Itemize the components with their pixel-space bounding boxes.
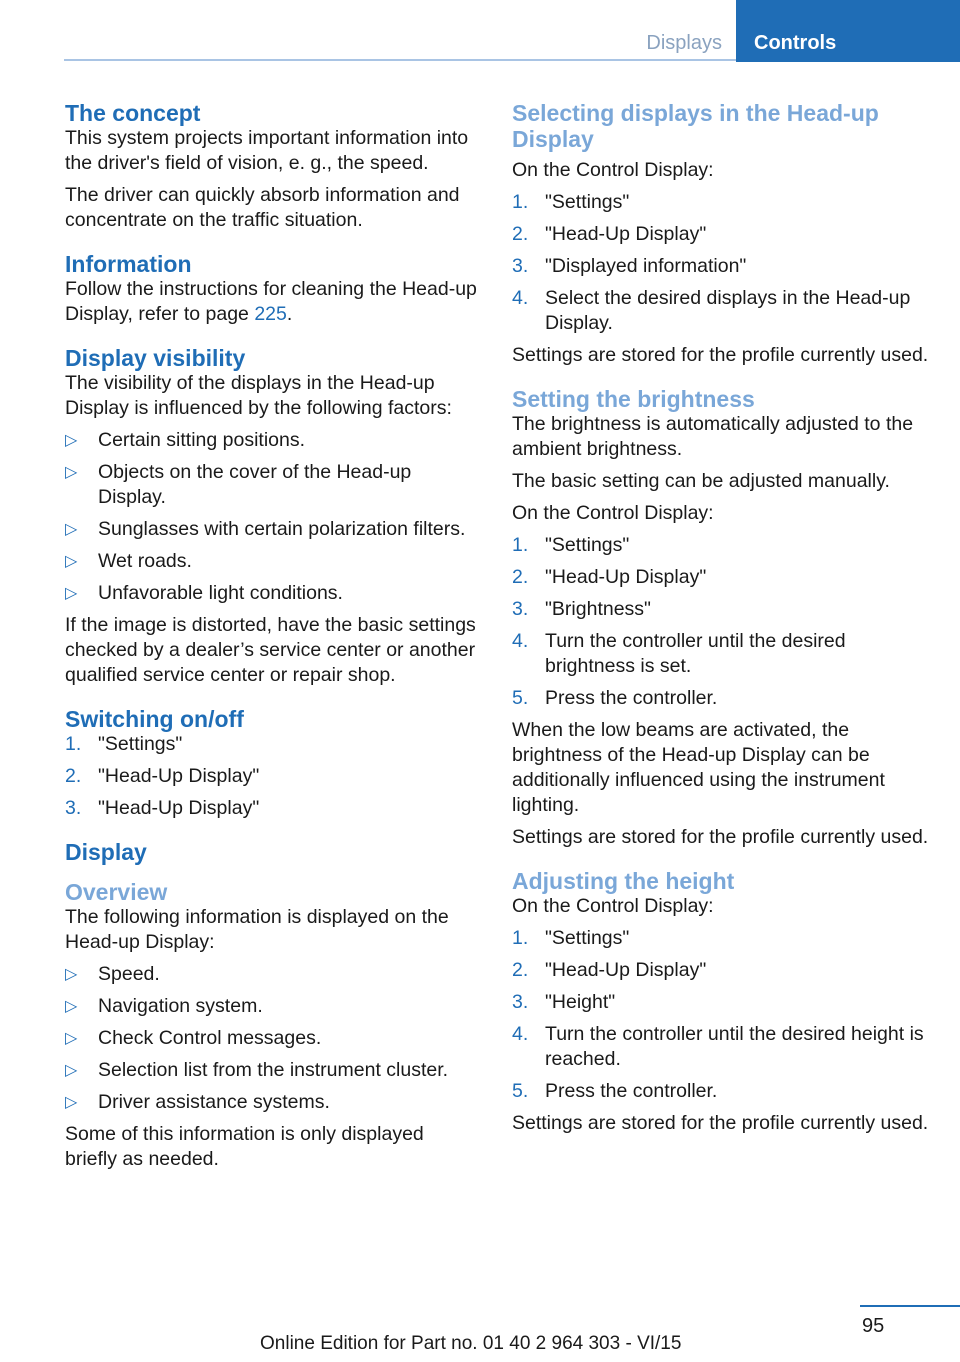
heading-display: Display — [65, 839, 147, 865]
section-overview — [65, 879, 477, 1172]
overview-outro: Some of this information is only displayed briefly as needed. — [65, 1123, 424, 1170]
height-steps — [512, 926, 932, 1104]
list-item: 1. "Settings" — [512, 191, 630, 213]
section-brightness — [512, 386, 932, 850]
list-item: ▷ Driver assistance systems. — [65, 1091, 330, 1113]
list-item: ▷ Certain sitting positions. — [65, 429, 306, 451]
running-header — [0, 0, 960, 62]
concept-paragraph-1: This system projects important information into the driver's field of vision, e. g., the speed. — [65, 127, 469, 174]
brightness-outro: Settings are stored for the profile currently used. — [512, 826, 929, 848]
footer-rule — [860, 1305, 960, 1307]
bullet-triangle-icon: ▷ — [65, 1030, 78, 1047]
heading-overview: Overview — [65, 879, 168, 905]
height-outro: Settings are stored for the profile currently used. — [512, 1112, 929, 1134]
list-item: ▷ Objects on the cover of the Head-up Display. — [65, 461, 412, 508]
list-item: ▷ Navigation system. — [65, 995, 263, 1017]
list-item: 5. Press the controller. — [512, 687, 718, 709]
list-item: 1. "Settings" — [512, 534, 630, 556]
information-text-end: . — [286, 303, 293, 325]
overview-intro: The following information is displayed on the Head-up Display: — [65, 906, 449, 953]
bullet-triangle-icon: ▷ — [65, 585, 78, 602]
header-section-label: Displays — [646, 32, 722, 54]
overview-list — [65, 962, 477, 1115]
selecting-intro: On the Control Display: — [512, 159, 714, 181]
heading-information: Information — [65, 251, 192, 277]
information-paragraph — [65, 277, 477, 327]
list-item: 4. Turn the controller until the desired brightness is set. — [512, 630, 846, 677]
brightness-intro: On the Control Display: — [512, 502, 714, 524]
bullet-triangle-icon: ▷ — [65, 1094, 78, 1111]
heading-brightness: Setting the brightness — [512, 386, 755, 412]
list-item: ▷ Wet roads. — [65, 550, 192, 572]
list-item: 5. Press the controller. — [512, 1080, 718, 1102]
bullet-triangle-icon: ▷ — [65, 521, 78, 538]
list-item: ▷ Unfavorable light conditions. — [65, 582, 343, 604]
list-item: 2. "Head-Up Display" — [512, 566, 707, 588]
list-item: ▷ Sunglasses with certain polarization filters. — [65, 518, 466, 540]
page-number: 95 — [862, 1315, 885, 1337]
brightness-steps — [512, 533, 932, 711]
list-item: 2. "Head-Up Display" — [512, 223, 707, 245]
heading-height: Adjusting the height — [512, 868, 735, 894]
right-column — [512, 100, 932, 1143]
bullet-triangle-icon: ▷ — [65, 998, 78, 1015]
brightness-paragraph-2: The basic setting can be adjusted manually. — [512, 470, 890, 492]
section-selecting — [512, 100, 932, 368]
list-item: ▷ Check Control messages. — [65, 1027, 322, 1049]
list-item: 2. "Head-Up Display" — [512, 959, 707, 981]
list-item: 3. "Brightness" — [512, 598, 651, 620]
list-item: 1. "Settings" — [65, 733, 183, 755]
header-chapter-tab: Controls — [736, 0, 960, 62]
list-item: 2. "Head-Up Display" — [65, 765, 260, 787]
left-column — [65, 100, 477, 1179]
list-item: 3. "Height" — [512, 991, 616, 1013]
edition-note: Online Edition for Part no. 01 40 2 964 303 - VI/15 — [260, 1333, 682, 1354]
height-intro: On the Control Display: — [512, 895, 714, 917]
section-switching — [65, 706, 477, 821]
visibility-outro: If the image is distorted, have the basic settings checked by a dealer’s service center or another qualified service center or repair shop. — [65, 614, 476, 686]
bullet-triangle-icon: ▷ — [65, 432, 78, 449]
information-text: Follow the instructions for cleaning the Head-up Display, refer to page — [65, 278, 477, 325]
list-item: 3. "Displayed information" — [512, 255, 747, 277]
bullet-triangle-icon: ▷ — [65, 553, 78, 570]
selecting-steps — [512, 190, 932, 336]
bullet-triangle-icon: ▷ — [65, 464, 78, 481]
list-item: 1. "Settings" — [512, 927, 630, 949]
bullet-triangle-icon: ▷ — [65, 1062, 78, 1079]
section-height — [512, 868, 932, 1136]
bullet-triangle-icon: ▷ — [65, 966, 78, 983]
section-visibility — [65, 345, 477, 688]
brightness-paragraph-3: When the low beams are activated, the brightness of the Head-up Display can be additionally influenced using the instrument lighting. — [512, 719, 885, 816]
visibility-factors-list — [65, 428, 477, 606]
section-concept — [65, 100, 477, 233]
list-item: ▷ Selection list from the instrument cluster. — [65, 1059, 449, 1081]
heading-visibility: Display visibility — [65, 345, 246, 371]
heading-concept: The concept — [65, 100, 201, 126]
switching-steps — [65, 732, 477, 821]
brightness-paragraph-1: The brightness is automatically adjusted to the ambient brightness. — [512, 413, 914, 460]
list-item: 4. Turn the controller until the desired height is reached. — [512, 1023, 924, 1070]
section-display — [65, 839, 477, 865]
selecting-outro: Settings are stored for the profile currently used. — [512, 344, 929, 366]
heading-selecting: Selecting displays in the Head-up Display — [512, 100, 879, 152]
heading-switching: Switching on/off — [65, 706, 244, 732]
section-information — [65, 251, 477, 327]
page-reference-link[interactable]: 225 — [254, 303, 287, 325]
concept-paragraph-2: The driver can quickly absorb information and concentrate on the traffic situation. — [65, 184, 460, 231]
list-item: 4. Select the desired displays in the Head-up Display. — [512, 287, 911, 334]
visibility-intro: The visibility of the displays in the Head-up Display is influenced by the following factors: — [65, 372, 452, 419]
list-item: ▷ Speed. — [65, 963, 160, 985]
list-item: 3. "Head-Up Display" — [65, 797, 260, 819]
